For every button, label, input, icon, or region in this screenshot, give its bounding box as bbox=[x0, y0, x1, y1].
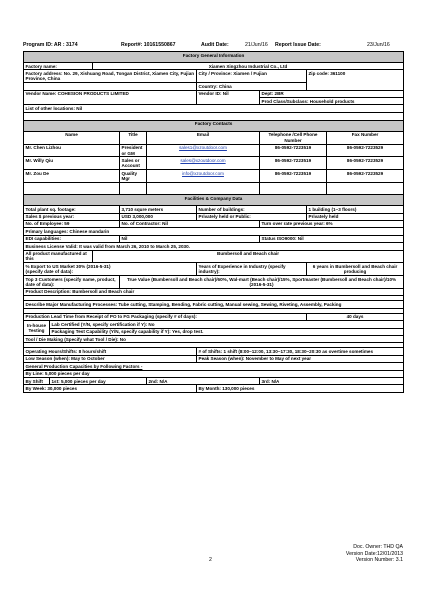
shift-3rd: 3rd: N/A bbox=[260, 378, 404, 385]
all-product-value: Bumbersoll and Beach chair bbox=[93, 250, 404, 263]
experience-label: Years of Experience in Industry (specify industry): bbox=[197, 263, 307, 276]
by-shift-label: By Shift bbox=[24, 378, 50, 385]
turnover: Turn over rate previous year: 6% bbox=[260, 220, 404, 227]
contact-name: Mr. Willy Qiu bbox=[24, 157, 120, 170]
dept: Dept: 2BR bbox=[260, 90, 404, 97]
audit-form-table bbox=[23, 51, 404, 393]
contact-title: Quality Mgr bbox=[120, 170, 147, 183]
section-contacts-title: Factory Contacts bbox=[24, 120, 404, 131]
contact-fax: 86-0592-7223529 bbox=[327, 144, 404, 157]
sales-value: USD 3,000,000 bbox=[120, 213, 197, 220]
total-plant-label: Total plant sq. footage: bbox=[24, 206, 120, 213]
all-product-label: All product manufactured at this bbox=[24, 250, 93, 263]
section-facilities-title: Facilities & Company Data bbox=[24, 195, 404, 206]
tool-die: Tool / Die Making (Specify what Tool / Die): No bbox=[24, 336, 404, 343]
by-week: By Week: 30,000 pieces bbox=[24, 385, 197, 392]
total-plant-value: 3,710 squre meters bbox=[120, 206, 197, 213]
contact-phone: 86-0592-7223519 bbox=[260, 157, 327, 170]
low-season: Low Season (when): May to October bbox=[24, 355, 197, 362]
top3-label: Top 3 Customers (specify name, product, date of data): bbox=[24, 276, 120, 289]
product-description: Product Description: Bumbersoll and Beach chair bbox=[24, 288, 404, 295]
contacts-header-email: Email bbox=[147, 131, 260, 144]
document-footer bbox=[346, 544, 403, 564]
lab-certified: Lab Certified (Y/N, specify certification if Y): No bbox=[50, 321, 404, 328]
audit-date: 21/Jun/16 bbox=[245, 42, 268, 48]
contact-email-link[interactable]: sales1@xzoutdoor.com bbox=[179, 145, 227, 151]
contacts-header-title: Title bbox=[120, 131, 147, 144]
by-line: By Line: 5,000 pieces per day bbox=[24, 370, 404, 377]
factory-name-label: Factory name: bbox=[24, 63, 93, 70]
operating-hours: Operating Hours/Shifts: 8 hours/shift bbox=[24, 348, 197, 355]
contacts-header-fax: Fax Number bbox=[327, 131, 404, 144]
contact-email-link[interactable]: info@xzoutdoor.com bbox=[182, 170, 224, 176]
page-number: 2 bbox=[209, 557, 212, 563]
program-id: Program ID: AR : 3174 bbox=[23, 42, 78, 48]
manufacturing-processes: Describe Major Manufacturing Processes: Tube cutting, Stamping, Bending, Fabric cutting, Manual sewing, Sewing, Riveting, Assembly, Packing bbox=[24, 301, 404, 308]
contacts-header-name: Name bbox=[24, 131, 120, 144]
shifts: # of Shifts: 1 shift (8:00~12:00, 13:30~17:30, 18:30~20:30 as overtime sometimes bbox=[197, 348, 404, 355]
general-production-capacities: General Production Capacities by Following Factors - bbox=[24, 363, 404, 370]
prod-class: Prod Class/Subclass: Household products bbox=[260, 98, 404, 105]
contact-title: President or GM bbox=[120, 144, 147, 157]
zip-code: Zip code: 361100 bbox=[307, 70, 404, 90]
export-label: % Export to US Market 30% (2016-5-31) bbox=[25, 263, 111, 269]
doc-owner: Doc. Owner: THD QA bbox=[353, 544, 403, 550]
report-header bbox=[23, 40, 403, 50]
lead-time-label: Production Lead Time from Receipt of PO to FG Packaging (specify # of days): bbox=[24, 313, 307, 320]
factory-address: Factory address: No. 29, Xishuang Road, Tongan District, Xiamen City, Fujian Province, China bbox=[24, 70, 197, 83]
report-number: Report#: 10161550867 bbox=[121, 42, 176, 48]
packaging-test: Packaging Test Capability (Y/N, specify capability if Y): Yes, drop test. bbox=[50, 328, 404, 335]
top3-value: True Value (Bumbersoll and Beach chair)/60%, Wal-mart (Beach chair)/15%, Sportmaster (Bumbersoll and Beach chair)/10% (2016-5-31) bbox=[120, 276, 404, 289]
table-row bbox=[24, 157, 404, 170]
edi-label: EDI capabilities: bbox=[24, 235, 120, 242]
country: Country: China bbox=[197, 83, 307, 90]
other-locations: List of other locations: Nil bbox=[24, 105, 404, 112]
export-us-market bbox=[24, 263, 197, 276]
contact-title: Sales or Account bbox=[120, 157, 147, 170]
contact-name: Mr. Chen Lizhou bbox=[24, 144, 120, 157]
inhouse-testing-label: In-house Testing bbox=[24, 321, 50, 336]
factory-name: Xiamen Xingzhou Industrial Co., Ltd bbox=[93, 63, 404, 70]
primary-languages: Primary languages: Chinese mandarin bbox=[24, 228, 404, 235]
privately-label: Privately held or Public: bbox=[197, 213, 307, 220]
peak-season: Peak Season (when): November to May of next year bbox=[197, 355, 404, 362]
iso-status: Status ISO9000: Nil bbox=[260, 235, 404, 242]
section-general-title: Factory General Information bbox=[24, 52, 404, 63]
contact-email-link[interactable]: sales@xzoutdoor.com bbox=[180, 157, 226, 163]
city-province: City / Province: Xiamen / Fujian bbox=[197, 70, 307, 83]
table-row bbox=[24, 144, 404, 157]
shift-1st: 1st: 5,000 pieces per day bbox=[50, 378, 147, 385]
buildings-label: Number of buildings: bbox=[197, 206, 307, 213]
contact-name: Mr. Zou De bbox=[24, 170, 120, 183]
lead-time-value: 40 days bbox=[307, 313, 404, 320]
contact-fax: 86-0592-7223529 bbox=[327, 170, 404, 183]
export-sub: (specify date of data): bbox=[25, 269, 73, 275]
contacts-header-phone: Telephone /Cell Phone Number bbox=[260, 131, 327, 144]
table-row bbox=[24, 170, 404, 183]
issue-date: 23/Jun/16 bbox=[367, 42, 390, 48]
audit-date-label: Audit Date: bbox=[201, 42, 229, 48]
version-date: Version Date:12/01/2013 bbox=[345, 550, 403, 557]
vendor-name: Vendor Name: COHESION PRODUCTS LIMITED bbox=[24, 90, 197, 105]
shift-2nd: 2nd: N/A bbox=[147, 378, 260, 385]
privately-value: Privately held bbox=[307, 213, 404, 220]
contractor: No. of Contractor: Nil bbox=[120, 220, 260, 227]
sales-label: Sales $ previous year: bbox=[24, 213, 120, 220]
contact-fax: 86-0592-7223529 bbox=[327, 157, 404, 170]
vendor-id: Vendor ID: Nil bbox=[197, 90, 260, 105]
version-number: Version Number: 3.1 bbox=[355, 557, 403, 564]
by-month: By Month: 130,000 pieces bbox=[197, 385, 404, 392]
table-row bbox=[24, 183, 404, 195]
experience-value: 6 years in Bumbersoll and Beach chair producing bbox=[307, 263, 404, 276]
issue-date-label: Report Issue Date: bbox=[275, 42, 321, 48]
business-license: Business License Valid: It was valid from March 26, 2010 to March 25, 2030. bbox=[24, 243, 404, 250]
contact-phone: 86-0592-7223519 bbox=[260, 144, 327, 157]
edi-value: Nil bbox=[120, 235, 260, 242]
buildings-value: 1 building (1~3 floors) bbox=[307, 206, 404, 213]
contact-phone: 86-0592-7223519 bbox=[260, 170, 327, 183]
employees: No. of Employee: 59 bbox=[24, 220, 120, 227]
